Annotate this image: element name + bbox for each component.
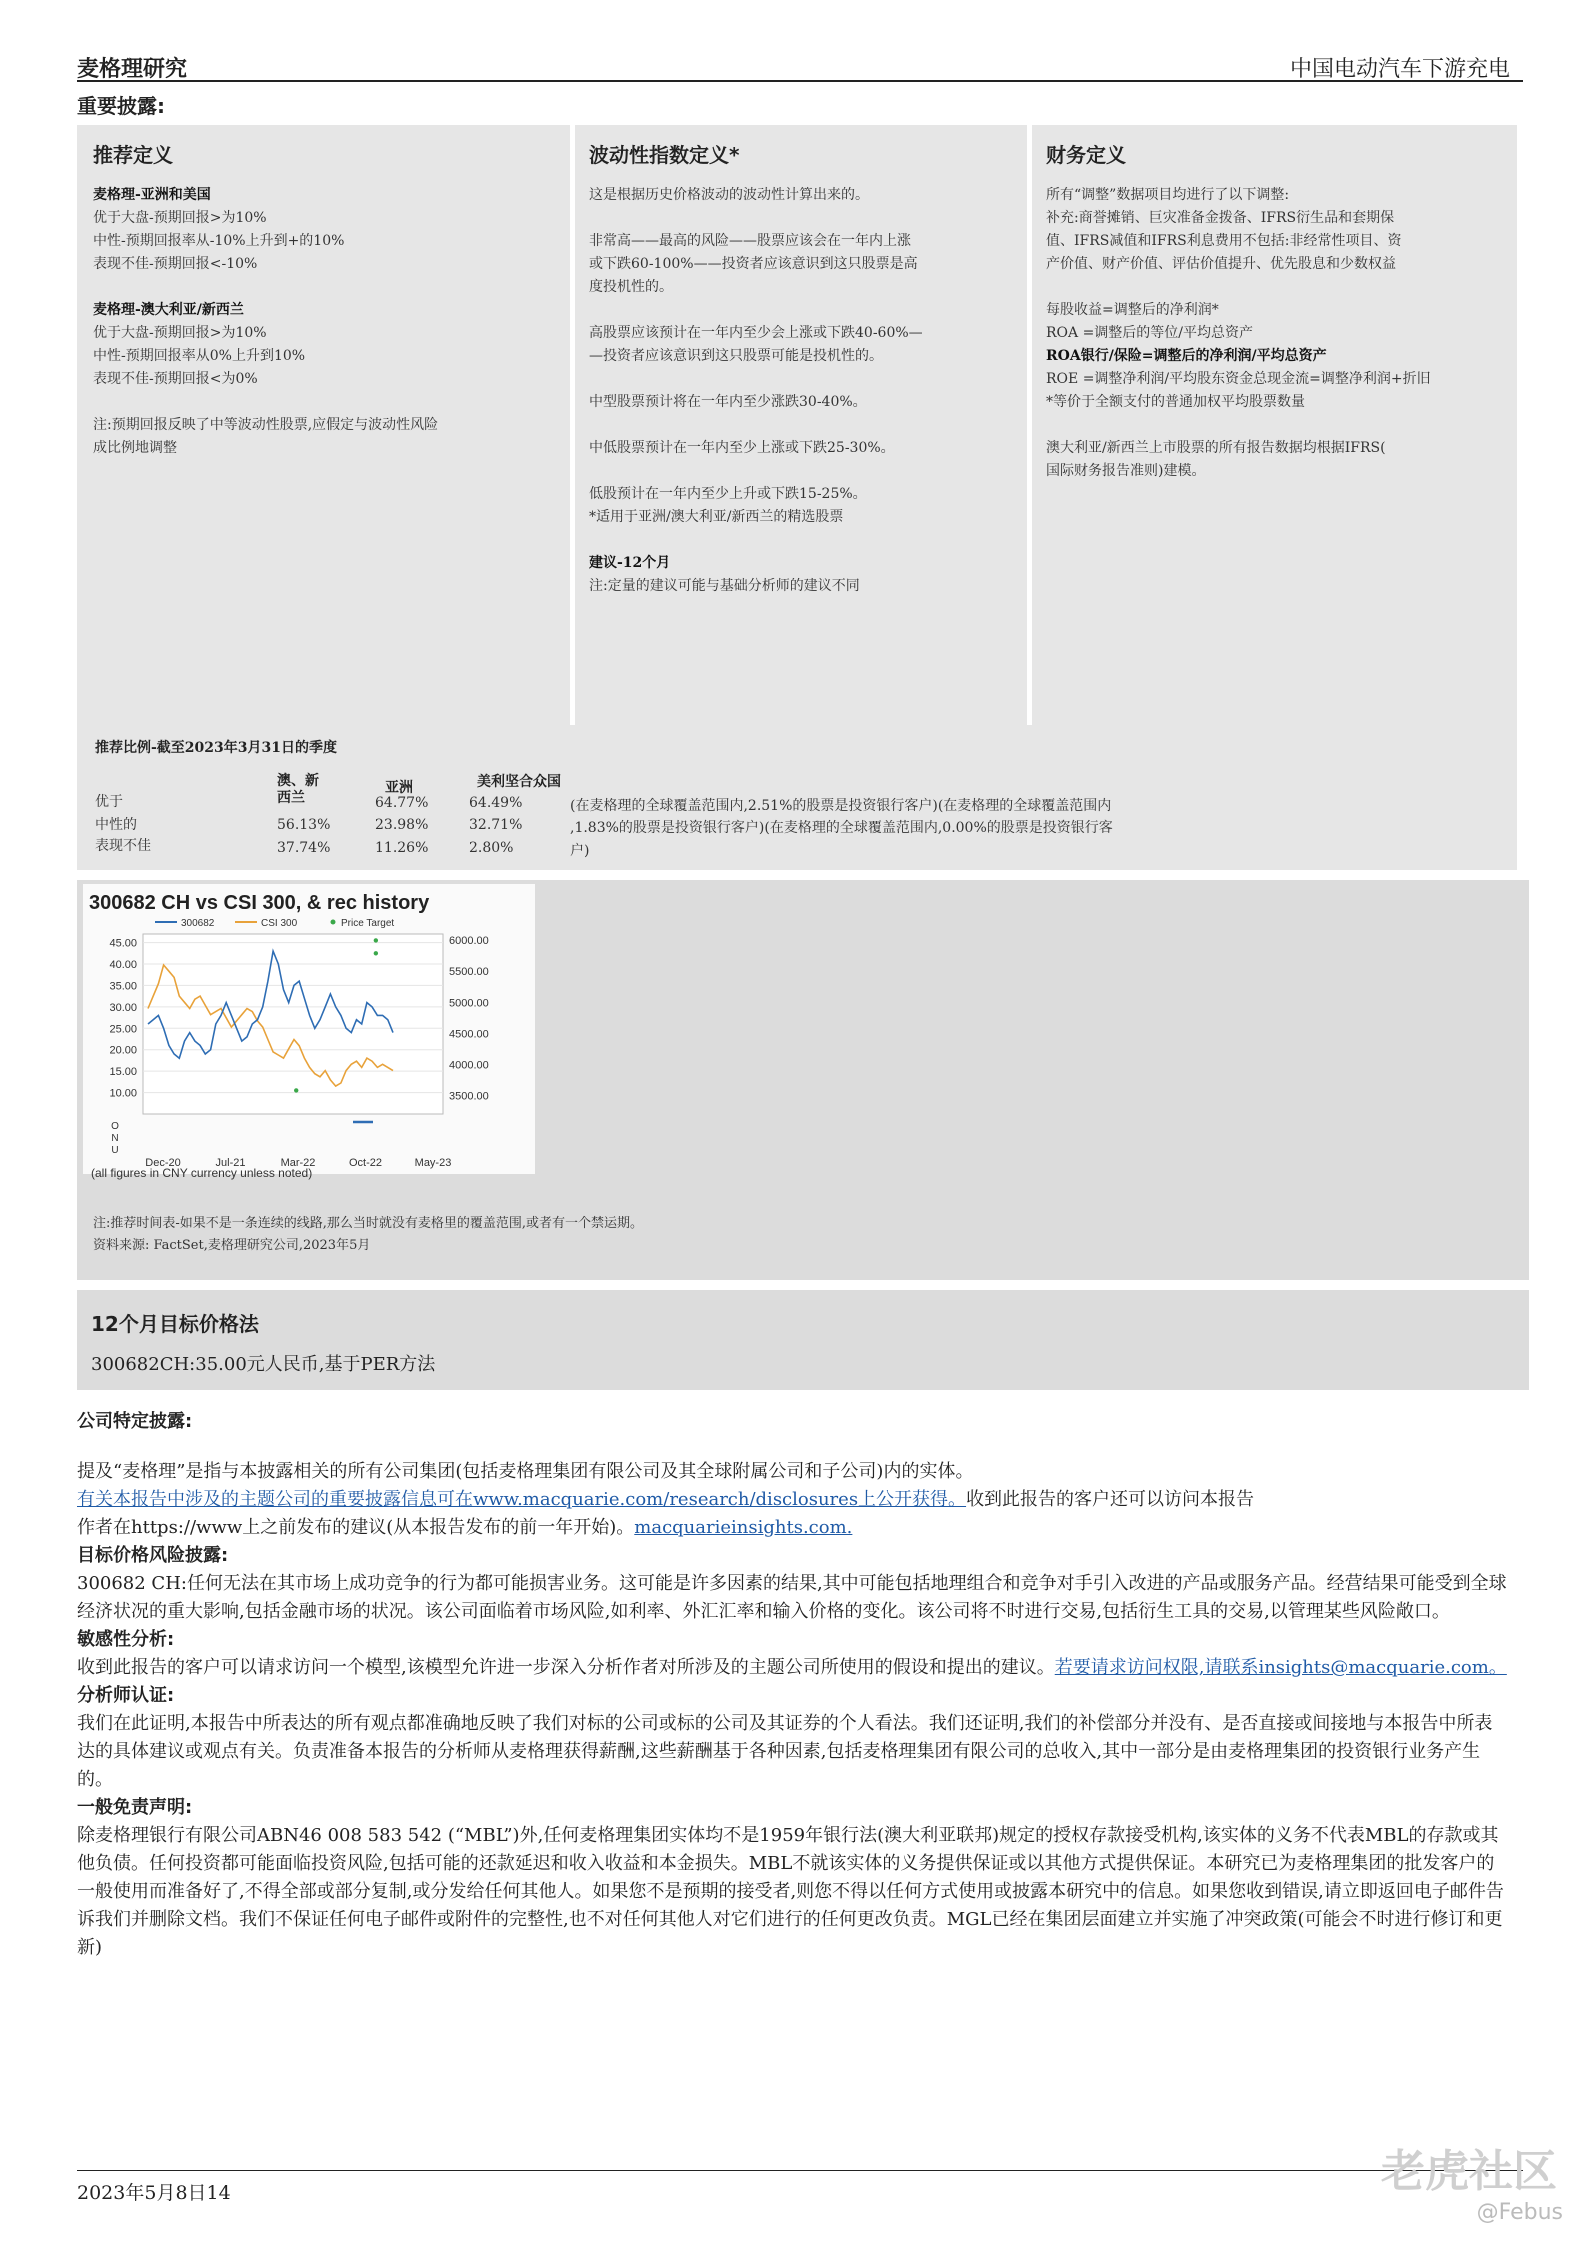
analyst-title: 分析师认证: — [77, 1685, 175, 1706]
col3-p1: 补充:商誉摊销、巨灾准备金拨备、IFRS衍生品和套期保 — [1046, 210, 1395, 226]
chart-rec-label: O — [111, 1121, 119, 1132]
col2-p1: 这是根据历史价格波动的波动性计算出来的。 — [589, 187, 869, 203]
col3-p1: 所有“调整”数据项目均进行了以下调整: — [1046, 187, 1290, 203]
risk-text: 300682 CH:任何无法在其市场上成功竞争的行为都可能损害业务。这可能是许多因素的结果,其中可能包括地理组合和竞争对手引入改进的产品或服务产品。经营结果可能受到全球经济状况的重大影响,包括金融市场的状况。该公司面临着市场风险,如利率、外汇汇率和输入价格的变化。该公司将不时进行交易,包括衍生工具的交易,以管理某些风险敞口。 — [77, 1573, 1507, 1622]
group2-title: 麦格理-澳大利亚/新西兰 — [93, 302, 244, 318]
financial-definitions-panel — [1032, 125, 1517, 725]
col2-rec-note: 注:定量的建议可能与基础分析师的建议不同 — [589, 578, 860, 594]
chart-y-left-tick: 10.00 — [109, 1087, 137, 1100]
col1-body — [93, 184, 554, 460]
sensitivity-text: 收到此报告的客户可以请求访问一个模型,该模型允许进一步深入分析作者对所涉及的主题公司所使用的假设和提出的建议。 — [77, 1657, 1055, 1678]
chart-y-right-tick: 4000.00 — [449, 1059, 489, 1072]
chart-y-left-tick: 40.00 — [109, 959, 137, 971]
ratio-ib-note: 户) — [570, 843, 590, 859]
header-rule — [77, 80, 1523, 82]
ratio-cell: 23.98% — [375, 817, 429, 833]
ratio-cell: 37.74% — [277, 840, 331, 856]
chart-svg — [83, 914, 535, 1194]
group2-line: 表现不佳-预期回报<为0% — [93, 371, 258, 387]
col3-p1: 产价值、财产价值、评估价值提升、优先股息和少数权益 — [1046, 256, 1396, 272]
ratio-title: 推荐比例-截至2023年3月31日的季度 — [95, 740, 337, 756]
rec-history-chart-panel — [77, 880, 1529, 1280]
recommendation-ratio-panel — [77, 725, 1517, 870]
ratio-col-header-anz: 澳、新 西兰 — [277, 773, 319, 806]
col2-p2: 非常高——最高的风险——股票应该会在一年内上涨 — [589, 233, 911, 249]
company-p1: 提及“麦格理”是指与本披露相关的所有公司集团(包括麦格理集团有限公司及其全球附属公司和子公司)内的实体。 — [77, 1461, 974, 1482]
chart-rec-label: N — [111, 1133, 119, 1144]
col3-title: 财务定义 — [1046, 143, 1126, 167]
chart-y-right-tick: 5500.00 — [449, 966, 489, 979]
col3-eps: 每股收益=调整后的净利润* — [1046, 302, 1219, 318]
col3-p1: 值、IFRS减值和IFRS利息费用不包括:非经常性项目、资 — [1046, 233, 1402, 249]
chart-y-left-tick: 45.00 — [109, 937, 137, 950]
footer-date: 2023年5月8日14 — [77, 2182, 231, 2204]
group2-line: 中性-预期回报率从0%上升到10% — [93, 348, 306, 364]
col3-roe: ROE =调整净利润/平均股东资金总现金流=调整净利润+折旧 — [1046, 371, 1431, 387]
col1-note: 成比例地调整 — [93, 440, 177, 456]
col2-p2: 度投机性的。 — [589, 279, 673, 295]
chart-rec-label: U — [111, 1145, 119, 1156]
price-target-point — [294, 1088, 298, 1092]
col2-p3: —投资者应该意识到这只股票可能是投机性的。 — [589, 348, 883, 364]
chart-legend-label: 300682 — [181, 918, 215, 929]
ratio-row-label: 优于 — [95, 794, 123, 810]
ratio-col-header-asia: 亚洲 — [385, 780, 413, 796]
chart-x-tick: May-23 — [414, 1157, 452, 1169]
company-title: 公司特定披露: — [77, 1411, 193, 1432]
col2-p6: *适用于亚洲/澳大利亚/新西兰的精选股票 — [589, 509, 844, 525]
chart-plot-area — [143, 934, 443, 1114]
ratio-cell: 56.13% — [277, 817, 331, 833]
col1-title: 推荐定义 — [93, 143, 173, 167]
sensitivity-title: 敏感性分析: — [77, 1629, 175, 1650]
chart-y-left-tick: 30.00 — [109, 1001, 137, 1014]
risk-title: 目标价格风险披露: — [77, 1545, 229, 1566]
group1-line: 中性-预期回报率从-10%上升到+的10% — [93, 233, 345, 249]
col3-ifrs: 澳大利亚/新西兰上市股票的所有报告数据均根据IFRS( — [1046, 440, 1386, 456]
col2-title: 波动性指数定义* — [589, 143, 740, 167]
disclaimer-text: 除麦格理银行有限公司ABN46 008 583 542 (“MBL”)外,任何麦格理集团实体均不是1959年银行法(澳大利亚联邦)规定的授权存款接受机构,该实体的义务不代表MBL的存款或其他负债。任何投资都可能面临投资风险,包括可能的还款延迟和收入收益和本金损失。MBL不就该实体的义务提供保证或以其他方式提供保证。本研究已为麦格理集团的批发客户的一般使用而准备好了,不得全部或部分复制,或分发给任何其他人。如果您不是预期的接受者,则您不得以任何方式使用或披露本研究中的信息。如果您收到错误,请立即返回电子邮件告诉我们并删除文档。我们不保证任何电子邮件或附件的完整性,也不对任何其他人对它们进行的任何更改负责。MGL已经在集团层面建立并实施了冲突政策(可能会不时进行修订和更新) — [77, 1825, 1504, 1958]
disclosures-link[interactable]: 有关本报告中涉及的主题公司的重要披露信息可在www.macquarie.com/research/disclosures上公开获得。 — [77, 1489, 967, 1510]
ratio-cell: 2.80% — [469, 840, 514, 856]
col3-roa-bank: ROA银行/保险=调整后的净利润/平均总资产 — [1046, 348, 1327, 364]
target-title: 12个月目标价格法 — [91, 1312, 259, 1336]
ratio-row-label: 中性的 — [95, 817, 137, 833]
group2-line: 优于大盘-预期回报>为10% — [93, 325, 267, 341]
recommendation-definitions-panel — [77, 125, 570, 725]
chart-legend-swatch — [331, 920, 336, 925]
company-p2-tail: 收到此报告的客户还可以访问本报告 — [966, 1489, 1255, 1510]
company-p3: 作者在https://www上之前发布的建议(从本报告发布的前一年开始)。 — [77, 1517, 635, 1538]
disclaimer-title: 一般免责声明: — [77, 1797, 193, 1818]
header-brand: 麦格理研究 — [77, 56, 188, 82]
target-text: 300682CH:35.00元人民币,基于PER方法 — [91, 1354, 436, 1375]
volatility-definitions-panel — [575, 125, 1027, 725]
chart-legend-label: CSI 300 — [261, 918, 298, 929]
chart-source-note: 注:推荐时间表-如果不是一条连续的线路,那么当时就没有麦格里的覆盖范围,或者有一个禁运期。 — [93, 1216, 644, 1231]
chart-source: 资料来源: FactSet,麦格理研究公司,2023年5月 — [93, 1238, 371, 1253]
col1-note: 注:预期回报反映了中等波动性股票,应假定与波动性风险 — [93, 417, 439, 433]
ratio-cell: 64.77% — [375, 795, 429, 811]
watermark-logo: 老虎社区 — [1381, 2146, 1557, 2197]
chart-title: 300682 CH vs CSI 300, & rec history — [89, 892, 430, 914]
chart-y-right-tick: 6000.00 — [449, 935, 489, 948]
col3-roa: ROA =调整后的等位/平均总资产 — [1046, 325, 1254, 341]
header-report-title: 中国电动汽车下游充电 — [1289, 57, 1510, 82]
chart-y-right-tick: 4500.00 — [449, 1028, 489, 1041]
macquarieinsights-link[interactable]: macquarieinsights.com. — [634, 1517, 853, 1538]
ratio-cell: 64.49% — [469, 795, 523, 811]
chart-y-left-tick: 15.00 — [109, 1066, 137, 1079]
chart-legend-label: Price Target — [341, 918, 395, 929]
chart-x-tick: Mar-22 — [280, 1157, 316, 1169]
price-target-point — [374, 951, 378, 955]
chart-x-tick: Oct-22 — [348, 1157, 383, 1169]
target-price-panel — [77, 1290, 1529, 1390]
chart-x-tick: Dec-20 — [145, 1157, 181, 1169]
col3-body — [1046, 184, 1503, 483]
col2-body — [589, 184, 1013, 598]
chart-y-right-tick: 5000.00 — [449, 997, 489, 1010]
col2-p2: 或下跌60-100%——投资者应该意识到这只股票是高 — [589, 256, 918, 272]
chart-subtitle: (all figures in CNY currency unless noted) — [91, 1166, 313, 1180]
insights-email-link[interactable]: 若要请求访问权限,请联系insights@macquarie.com。 — [1054, 1657, 1507, 1678]
ratio-row-label: 表现不佳 — [95, 838, 151, 854]
ratio-ib-note: (在麦格理的全球覆盖范围内,2.51%的股票是投资银行客户)(在麦格理的全球覆盖范围内 — [570, 798, 1112, 814]
col2-p3: 高股票应该预计在一年内至少会上涨或下跌40-60%— — [589, 325, 923, 341]
ratio-ib-note: ,1.83%的股票是投资银行客户)(在麦格理的全球覆盖范围内,0.00%的股票是投资银行客 — [570, 820, 1113, 836]
chart-y-left-tick: 35.00 — [109, 980, 137, 993]
footer-rule — [77, 2170, 1523, 2171]
ratio-cell: 32.71% — [469, 817, 523, 833]
group1-line: 表现不佳-预期回报<-10% — [93, 256, 258, 272]
col2-p5: 中低股票预计在一年内至少上涨或下跌25-30%。 — [589, 440, 895, 456]
price-target-point — [374, 938, 378, 942]
watermark-handle: @Febus — [1476, 2200, 1563, 2225]
group1-title: 麦格理-亚洲和美国 — [93, 187, 211, 203]
chart-y-left-tick: 25.00 — [109, 1023, 137, 1036]
chart-y-left-tick: 20.00 — [109, 1044, 137, 1057]
section-title: 重要披露: — [77, 94, 165, 118]
analyst-text: 我们在此证明,本报告中所表达的所有观点都准确地反映了我们对标的公司或标的公司及其证券的个人看法。我们还证明,我们的补偿部分并没有、是否直接或间接地与本报告中所表达的具体建议或观点有关。负责准备本报告的分析师从麦格理获得薪酬,这些薪酬基于各种因素,包括麦格理集团有限公司的总收入,其中一部分是由麦格理集团的投资银行业务产生的。 — [77, 1713, 1493, 1790]
col3-wavg: *等价于全额支付的普通加权平均股票数量 — [1046, 394, 1305, 410]
col3-ifrs: 国际财务报告准则)建模。 — [1046, 463, 1206, 479]
col2-p6: 低股预计在一年内至少上升或下跌15-25%。 — [589, 486, 867, 502]
col2-p4: 中型股票预计将在一年内至少涨跌30-40%。 — [589, 394, 867, 410]
rec-history-chart — [83, 884, 535, 1180]
col2-rec-title: 建议-12个月 — [589, 555, 671, 571]
chart-x-tick: Jul-21 — [215, 1157, 246, 1169]
chart-y-right-tick: 3500.00 — [449, 1090, 489, 1103]
ratio-cell: 11.26% — [375, 840, 429, 856]
company-disclosures — [77, 1408, 1509, 1962]
ratio-col-header-usa: 美利坚合众国 — [477, 774, 561, 790]
group1-line: 优于大盘-预期回报>为10% — [93, 210, 267, 226]
